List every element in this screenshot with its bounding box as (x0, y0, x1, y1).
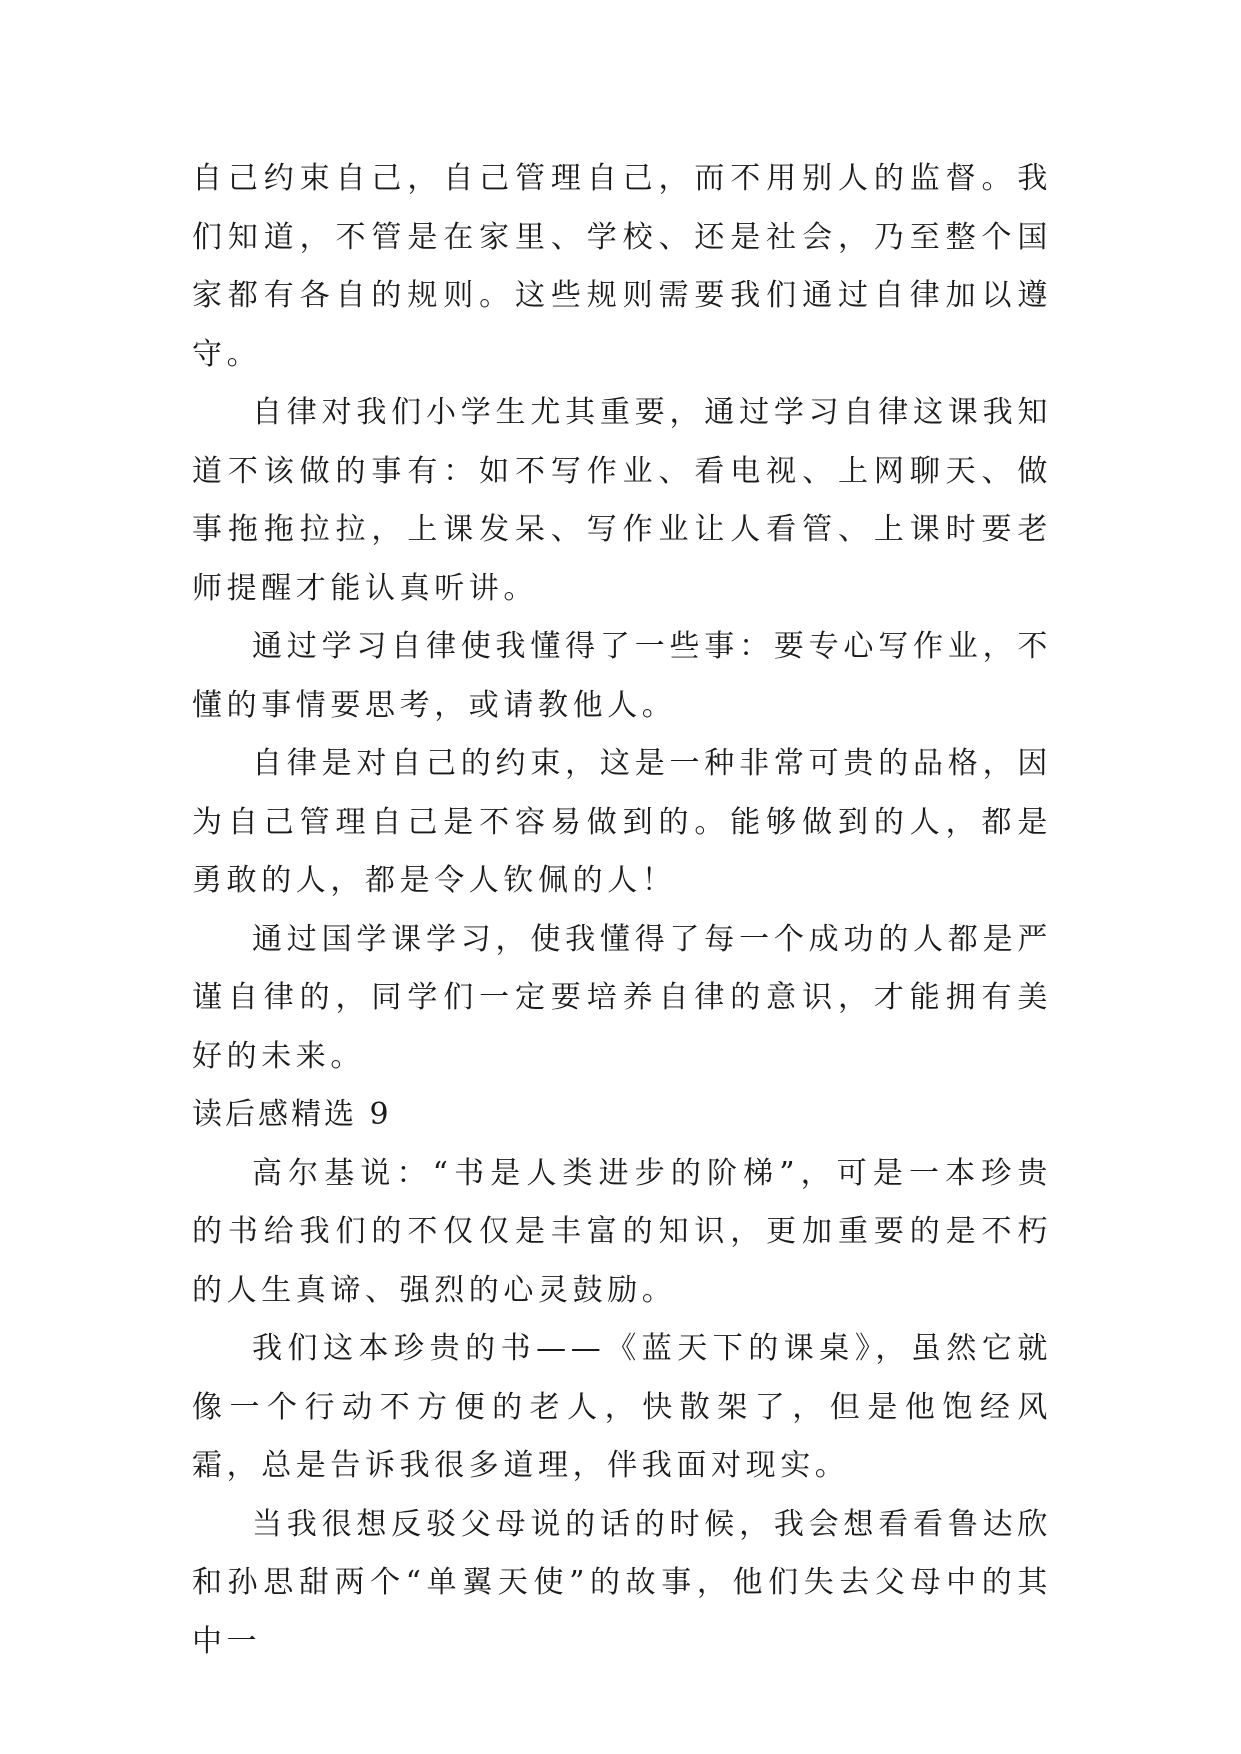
paragraph: 当我很想反驳父母说的话的时候，我会想看看鲁达欣和孙思甜两个“单翼天使”的故事，他们失去父母中的其中一 (192, 1506, 1052, 1659)
paragraph: 自律是对自己的约束，这是一种非常可贵的品格，因为自己管理自己是不容易做到的。能够做到的人，都是勇敢的人，都是令人钦佩的人！ (192, 746, 1052, 898)
paragraph: 高尔基说：“书是人类进步的阶梯”，可是一本珍贵的书给我们的不仅仅是丰富的知识，更加重要的是不朽的人生真谛、强烈的心灵鼓励。 (192, 1155, 1052, 1308)
paragraph: 通过国学课学习，使我懂得了每一个成功的人都是严谨自律的，同学们一定要培养自律的意识，才能拥有美好的未来。 (192, 921, 1052, 1074)
paragraph: 我们这本珍贵的书——《蓝天下的课桌》，虽然它就像一个行动不方便的老人，快散架了，但是他饱经风霜，总是告诉我很多道理，伴我面对现实。 (192, 1331, 1052, 1483)
paragraph: 自己约束自己，自己管理自己，而不用别人的监督。我们知道，不管是在家里、学校、还是社会，乃至整个国家都有各自的规则。这些规则需要我们通过自律加以遵守。 (192, 161, 1052, 372)
document-body (192, 150, 1052, 1671)
section-heading: 读后感精选 9 (192, 1097, 392, 1132)
paragraph: 自律对我们小学生尤其重要，通过学习自律这课我知道不该做的事有：如不写作业、看电视、上网聊天、做事拖拖拉拉，上课发呆、写作业让人看管、上课时要老师提醒才能认真听讲。 (192, 395, 1052, 606)
paragraph: 通过学习自律使我懂得了一些事：要专心写作业，不懂的事情要思考，或请教他人。 (192, 629, 1052, 723)
